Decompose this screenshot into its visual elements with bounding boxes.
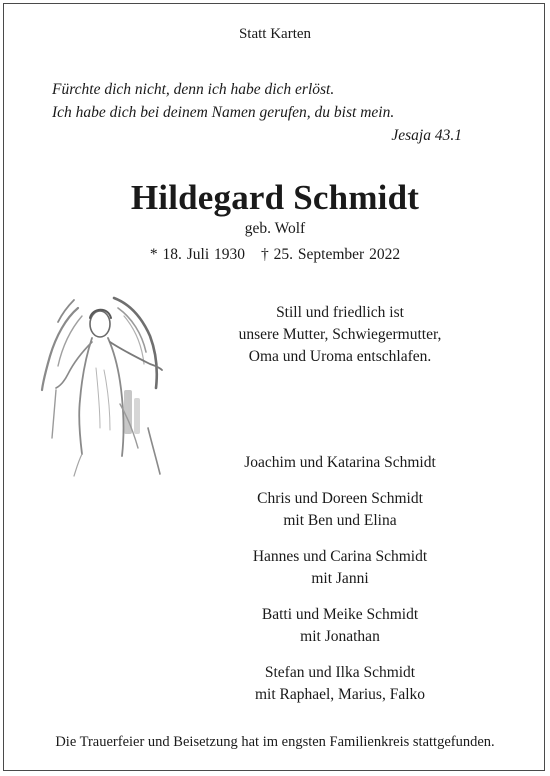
family-list xyxy=(170,452,510,720)
family-names: Joachim und Katarina Schmidt xyxy=(244,454,436,471)
life-dates xyxy=(0,246,550,264)
verse-reference: Jesaja 43.1 xyxy=(391,127,462,144)
birth-name: geb. Wolf xyxy=(244,220,306,237)
family-group xyxy=(170,662,510,706)
family-names: Stefan und Ilka Schmidt xyxy=(264,664,416,681)
family-names: Batti und Meike Schmidt xyxy=(261,606,419,623)
family-group xyxy=(170,452,510,474)
family-children: mit Janni xyxy=(311,570,369,587)
family-group xyxy=(170,546,510,590)
deceased-name: Hildegard Schmidt xyxy=(130,178,420,217)
bible-verse xyxy=(52,78,462,147)
message-line-3: Oma und Uroma entschlafen. xyxy=(248,348,432,365)
family-names: Hannes und Carina Schmidt xyxy=(252,548,428,565)
family-children: mit Ben und Elina xyxy=(283,512,397,529)
family-group xyxy=(170,488,510,532)
verse-line-1: Fürchte dich nicht, denn ich habe dich erlöst. xyxy=(52,81,335,98)
family-group xyxy=(170,604,510,648)
birth-date: * 18. Juli 1930 xyxy=(149,246,246,263)
message xyxy=(190,302,490,368)
message-line-2: unsere Mutter, Schwiegermutter, xyxy=(238,326,442,343)
header-statt-karten: Statt Karten xyxy=(238,26,312,42)
family-children: mit Raphael, Marius, Falko xyxy=(254,686,426,703)
family-children: mit Jonathan xyxy=(300,628,380,645)
angel-illustration xyxy=(38,278,168,493)
death-date: † 25. September 2022 xyxy=(261,246,401,263)
verse-line-2: Ich habe dich bei deinem Namen gerufen, du bist mein. xyxy=(52,104,395,121)
message-line-1: Still und friedlich ist xyxy=(276,304,404,321)
funeral-notice: Die Trauerfeier und Beisetzung hat im engsten Familienkreis stattgefunden. xyxy=(55,734,495,750)
family-names: Chris und Doreen Schmidt xyxy=(257,490,423,507)
